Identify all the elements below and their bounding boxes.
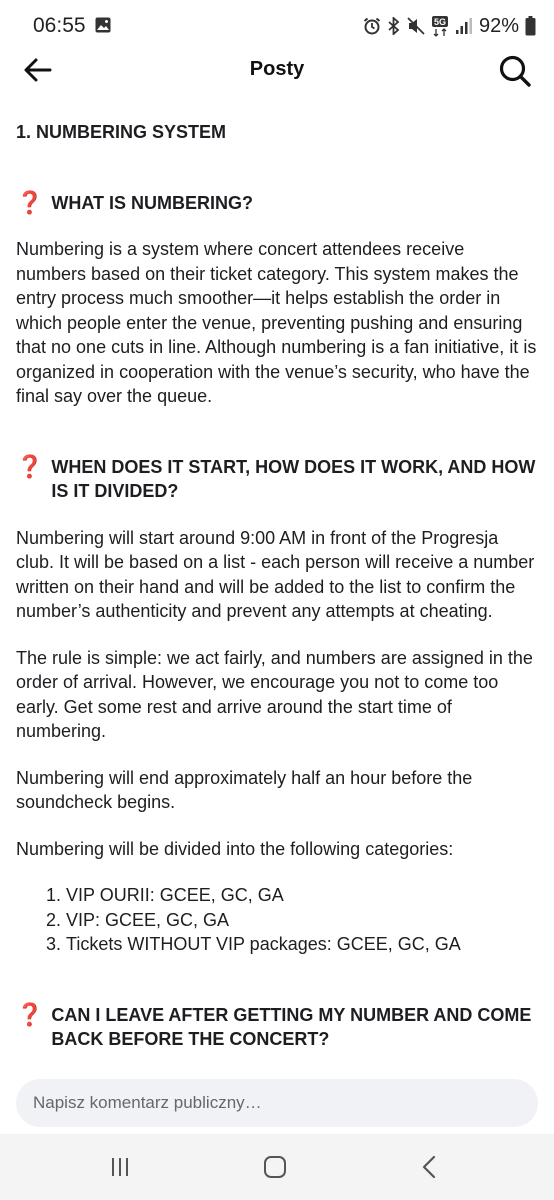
app-header (0, 52, 554, 88)
post-paragraph: Numbering will end approximately half an hour before the soundcheck begins. (16, 767, 473, 812)
post-content[interactable] (0, 100, 554, 1072)
status-time: 06:55 (33, 14, 86, 37)
post-paragraph: Numbering is a system where concert attendees receive numbers based on their ticket category. This system makes the entry process much smoother—it helps establish the order in which people enter the venue, preventing pushing and ensuring that no one cuts in line. Although numbering is a fan initiative, it is organized in cooperation with the venue’s security, who have the final say over the queue. (16, 239, 537, 406)
category-list-item: 2. VIP: GCEE, GC, GA (66, 908, 538, 933)
comment-input[interactable] (16, 1079, 538, 1127)
post-paragraph: The rule is simple: we act fairly, and numbers are assigned in the order of arrival. However, we encourage you not to come too early. Get some rest and arrive around the start time of numbering. (16, 647, 533, 741)
recent-apps-icon[interactable] (102, 1152, 138, 1182)
signal-icon (455, 17, 473, 35)
post-paragraph: Numbering will start around 9:00 AM in front of the Progresja club. It will be based on a list - each person will receive a number written on their hand and will be added to the list to confirm the number’s authenticity and prevent any attempts at cheating. (16, 527, 535, 621)
comment-bar (0, 1072, 554, 1134)
section-title: 1. NUMBERING SYSTEM (16, 122, 227, 142)
question-mark-icon: ❓ (16, 189, 44, 215)
battery-percentage: 92% (478, 14, 519, 37)
question-heading-text: WHEN DOES IT START, HOW DOES IT WORK, AND HOW IS IT DIVIDED? (51, 456, 536, 501)
alarm-icon (363, 17, 381, 35)
category-list-item: 1. VIP OURII: GCEE, GC, GA (66, 883, 538, 908)
svg-text:5G: 5G (433, 17, 446, 27)
search-icon[interactable] (498, 54, 532, 88)
post-paragraph: Numbering will be divided into the following categories: (16, 838, 454, 859)
question-mark-icon: ❓ (16, 1001, 44, 1027)
category-list-item: 3. Tickets WITHOUT VIP packages: GCEE, GC, GA (66, 932, 538, 957)
status-bar (0, 0, 554, 52)
question-mark-icon: ❓ (16, 453, 44, 479)
system-nav-bar (0, 1134, 554, 1200)
question-heading (16, 1003, 538, 1052)
question-heading (16, 455, 538, 504)
category-list (16, 883, 538, 957)
network-5g-icon (431, 15, 449, 37)
bluetooth-icon (387, 17, 401, 35)
battery-icon (525, 16, 536, 36)
question-heading-text: WHAT IS NUMBERING? (51, 192, 254, 213)
home-icon[interactable] (257, 1152, 293, 1182)
mute-icon (407, 17, 425, 35)
question-heading (16, 191, 538, 216)
gallery-notification-icon (95, 17, 111, 33)
back-chevron-icon[interactable] (412, 1152, 448, 1182)
question-heading-text: CAN I LEAVE AFTER GETTING MY NUMBER AND COME BACK BEFORE THE CONCERT? (51, 1004, 532, 1049)
status-icons (363, 13, 536, 39)
page-title: Posty (249, 58, 305, 80)
